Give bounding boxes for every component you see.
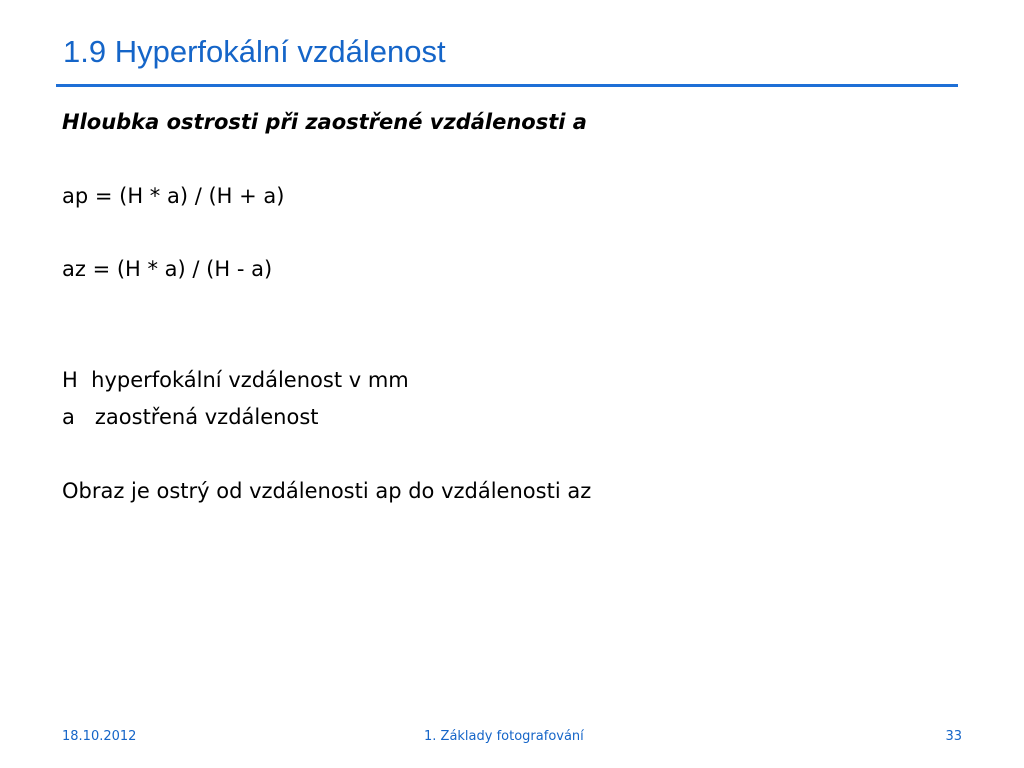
conclusion-text: Obraz je ostrý od vzdálenosti ap do vzdálenosti az (62, 479, 592, 503)
formula-az: az = (H * a) / (H - a) (62, 257, 273, 281)
legend-h: H hyperfokální vzdálenost v mm (62, 368, 409, 392)
subheading: Hloubka ostrosti při zaostřené vzdálenosti a (62, 110, 587, 134)
formula-ap: ap = (H * a) / (H + a) (62, 184, 285, 208)
slide-title: 1.9 Hyperfokální vzdálenost (63, 34, 446, 69)
title-underline (56, 84, 958, 87)
footer-date: 18.10.2012 (62, 729, 137, 744)
legend-a: a zaostřená vzdálenost (62, 405, 319, 429)
page-number: 33 (945, 729, 962, 744)
footer-title: 1. Základy fotografování (424, 729, 584, 744)
